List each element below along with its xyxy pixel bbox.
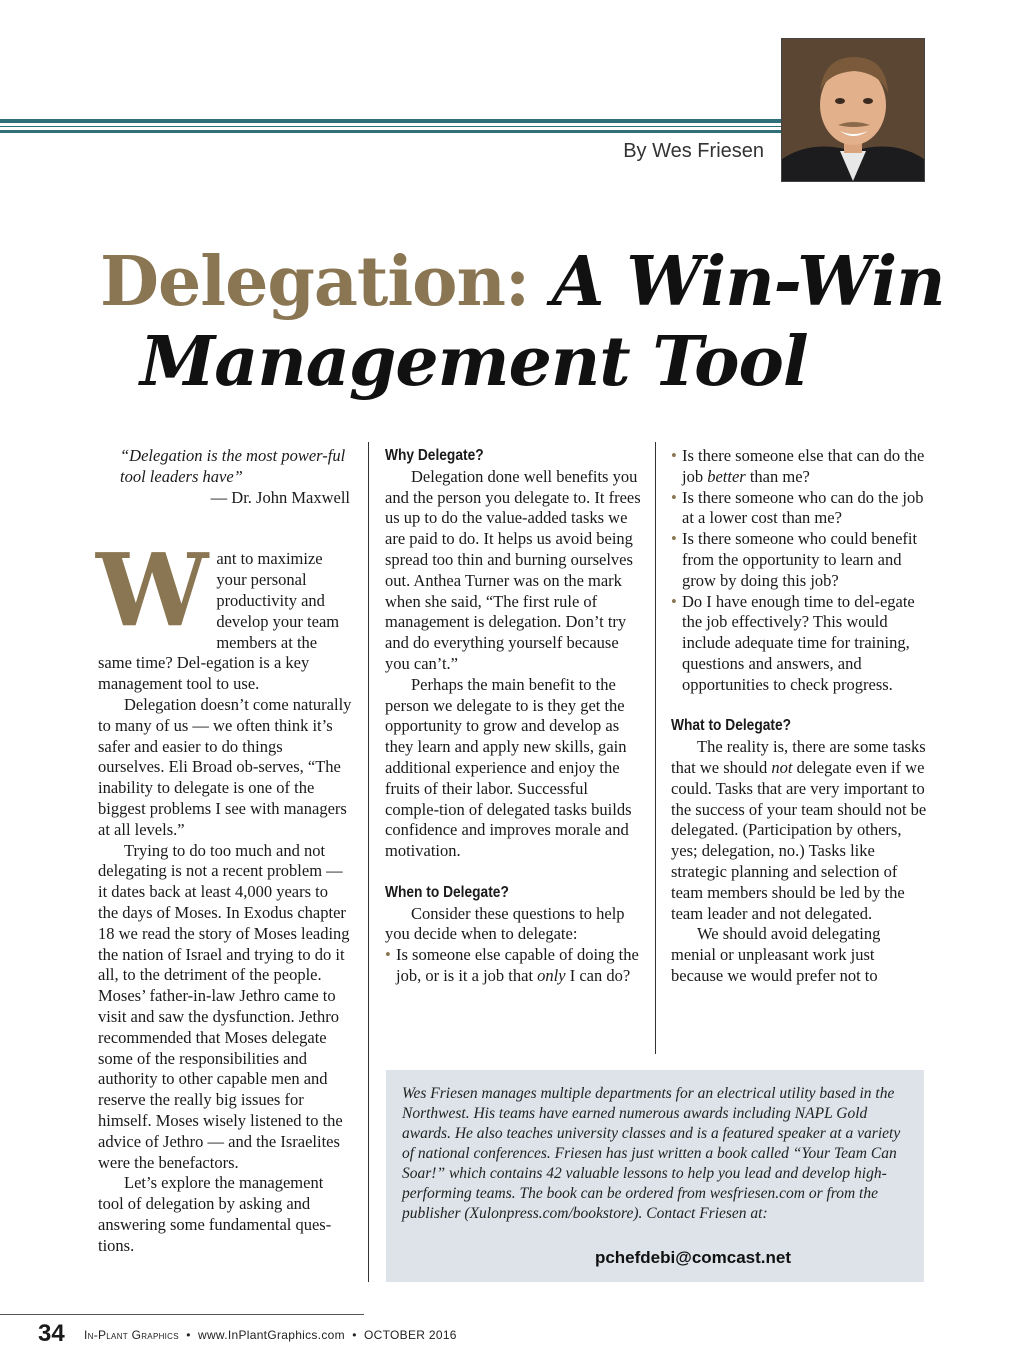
bullet-icon: • [671, 529, 677, 549]
bullet-icon: • [671, 591, 677, 611]
column-divider-2 [655, 442, 656, 1054]
body-paragraph: We should avoid delegating menial or unpleasant work just because we would prefer not to [671, 924, 881, 985]
column-3 [671, 446, 927, 987]
list-item: • Is there someone who could benefit from the opportunity to learn and grow by doing this job? [671, 529, 918, 590]
author-portrait-image [782, 39, 924, 181]
bullet-icon: • [671, 446, 677, 465]
author-bio-box [386, 1070, 924, 1282]
body-paragraph: Trying to do too much and not delegating is not a recent problem — it dates back at least 4,000 years to the days of Moses. In Exodus chapter 18 we read the story of Moses leading the nation of Israel and trying to do it all, to the detriment of the people. Moses’ father-in-law Jethro came to visit and saw the dysfunction. Jethro recommended that Moses delegate some of the responsibilities and authority to other capable men and reserve the really big issues for himself. Moses wisely listened to the advice of Jethro — and the Israelites were the benefactors. [98, 840, 350, 1172]
section-heading-why: Why Delegate? [385, 447, 484, 464]
column-divider-1 [368, 442, 369, 1282]
question-list-continued [671, 446, 927, 696]
quote-attribution: — Dr. John Maxwell [210, 487, 350, 507]
footer-website[interactable]: www.InPlantGraphics.com [197, 1328, 345, 1342]
byline: By Wes Friesen [623, 140, 764, 162]
contact-email-link[interactable]: pchefdebi@comcast.net [594, 1248, 792, 1267]
intro-text: ant to maximize your personal productivity and develop your team members at the same time? Del-egation is a key management tool to use. [98, 549, 340, 694]
header-rule-thick [0, 119, 782, 123]
footer-rule [0, 1314, 364, 1315]
title-lead: Delegation: [100, 242, 530, 322]
section-heading-when: When to Delegate? [385, 883, 509, 901]
article-title [100, 242, 960, 402]
title-line2: Management Tool [140, 322, 808, 402]
intro-paragraph [96, 531, 352, 695]
body-paragraph: Perhaps the main benefit to the person we delegate to is they get the opportunity to grow and develop as they learn and apply new skills, gain additional experience and enjoy the fruits of their labor. Successful comple-tion of delegated tasks builds confidence and improves morale and motivation. [385, 674, 632, 861]
bullet-icon: • [671, 487, 677, 507]
issue-date: OCTOBER 2016 [364, 1328, 457, 1342]
body-paragraph: Delegation doesn’t come naturally to many of us — we often think it’s safer and easier to do things ourselves. Eli Broad ob-serves, “The inability to delegate is one of the biggest problems I see with managers at all levels.” [98, 694, 352, 839]
column-1 [98, 446, 352, 1256]
header-rule-bottom [0, 130, 782, 133]
footer-bullet: • [186, 1328, 191, 1342]
body-paragraph: The reality is, there are some tasks that we should not delegate even if we could. Tasks that are very important to the success of your team should not be delegated. (Participation by others, yes; delegation, no.) Tasks like strategic planning and selection of team members should be led by the team leader and not delegated. [671, 737, 927, 923]
list-item: • Do I have enough time to del-egate the job effectively? This would include adequate time for training, questions and answers, and opportunities to check progress. [671, 591, 915, 694]
body-paragraph: Let’s explore the management tool of delegation by asking and answering some fundamental ques-tions. [98, 1173, 332, 1255]
drop-cap: W [96, 531, 209, 650]
section-heading-what: What to Delegate? [671, 717, 792, 735]
list-item: • Is there someone who can do the job at a lower cost than me? [671, 487, 924, 528]
pull-quote: “Delegation is the most power-ful tool leaders have” [120, 446, 346, 486]
body-paragraph: Delegation done well benefits you and the person you delegate to. It frees us up to do the value-added tasks we are paid to do. It helps us avoid being spread too thin and burning ourselves out. Anthea Turner was on the mark when she said, “The first rule of management is delegation. Don’t try and do everything yourself because you can’t.” [385, 466, 641, 673]
bullet-icon: • [385, 945, 391, 965]
author-photo [781, 38, 925, 182]
page-number: 34 [38, 1320, 65, 1347]
author-bio: Wes Friesen manages multiple departments for an electrical utility based in the Northwest. His teams have earned numerous awards including NAPL Gold awards. He also teaches university classes and is a featured speaker at a variety of national conferences. Friesen has just written a book called “Your Team Can Soar!” which contains 42 valuable lessons to help you lead and develop high-performing teams. The book can be ordered from wesfriesen.com or from the publisher (Xulonpress.com/bookstore). Contact Friesen at: [402, 1085, 901, 1222]
list-item: • Is someone else capable of doing the job, or is it a job that only I can do? [385, 945, 639, 985]
footer-bullet: • [352, 1328, 357, 1342]
list-item: • Is there someone else that can do the job better than me? [671, 446, 925, 486]
question-list [385, 945, 643, 987]
body-paragraph: Consider these questions to help you decide when to delegate: [385, 903, 625, 944]
footer-line [84, 1328, 457, 1342]
title-rest: A Win-Win [551, 242, 945, 322]
header-rule-thin [0, 126, 782, 127]
column-2 [385, 446, 643, 987]
publication-name: In-Plant Graphics [84, 1328, 179, 1342]
